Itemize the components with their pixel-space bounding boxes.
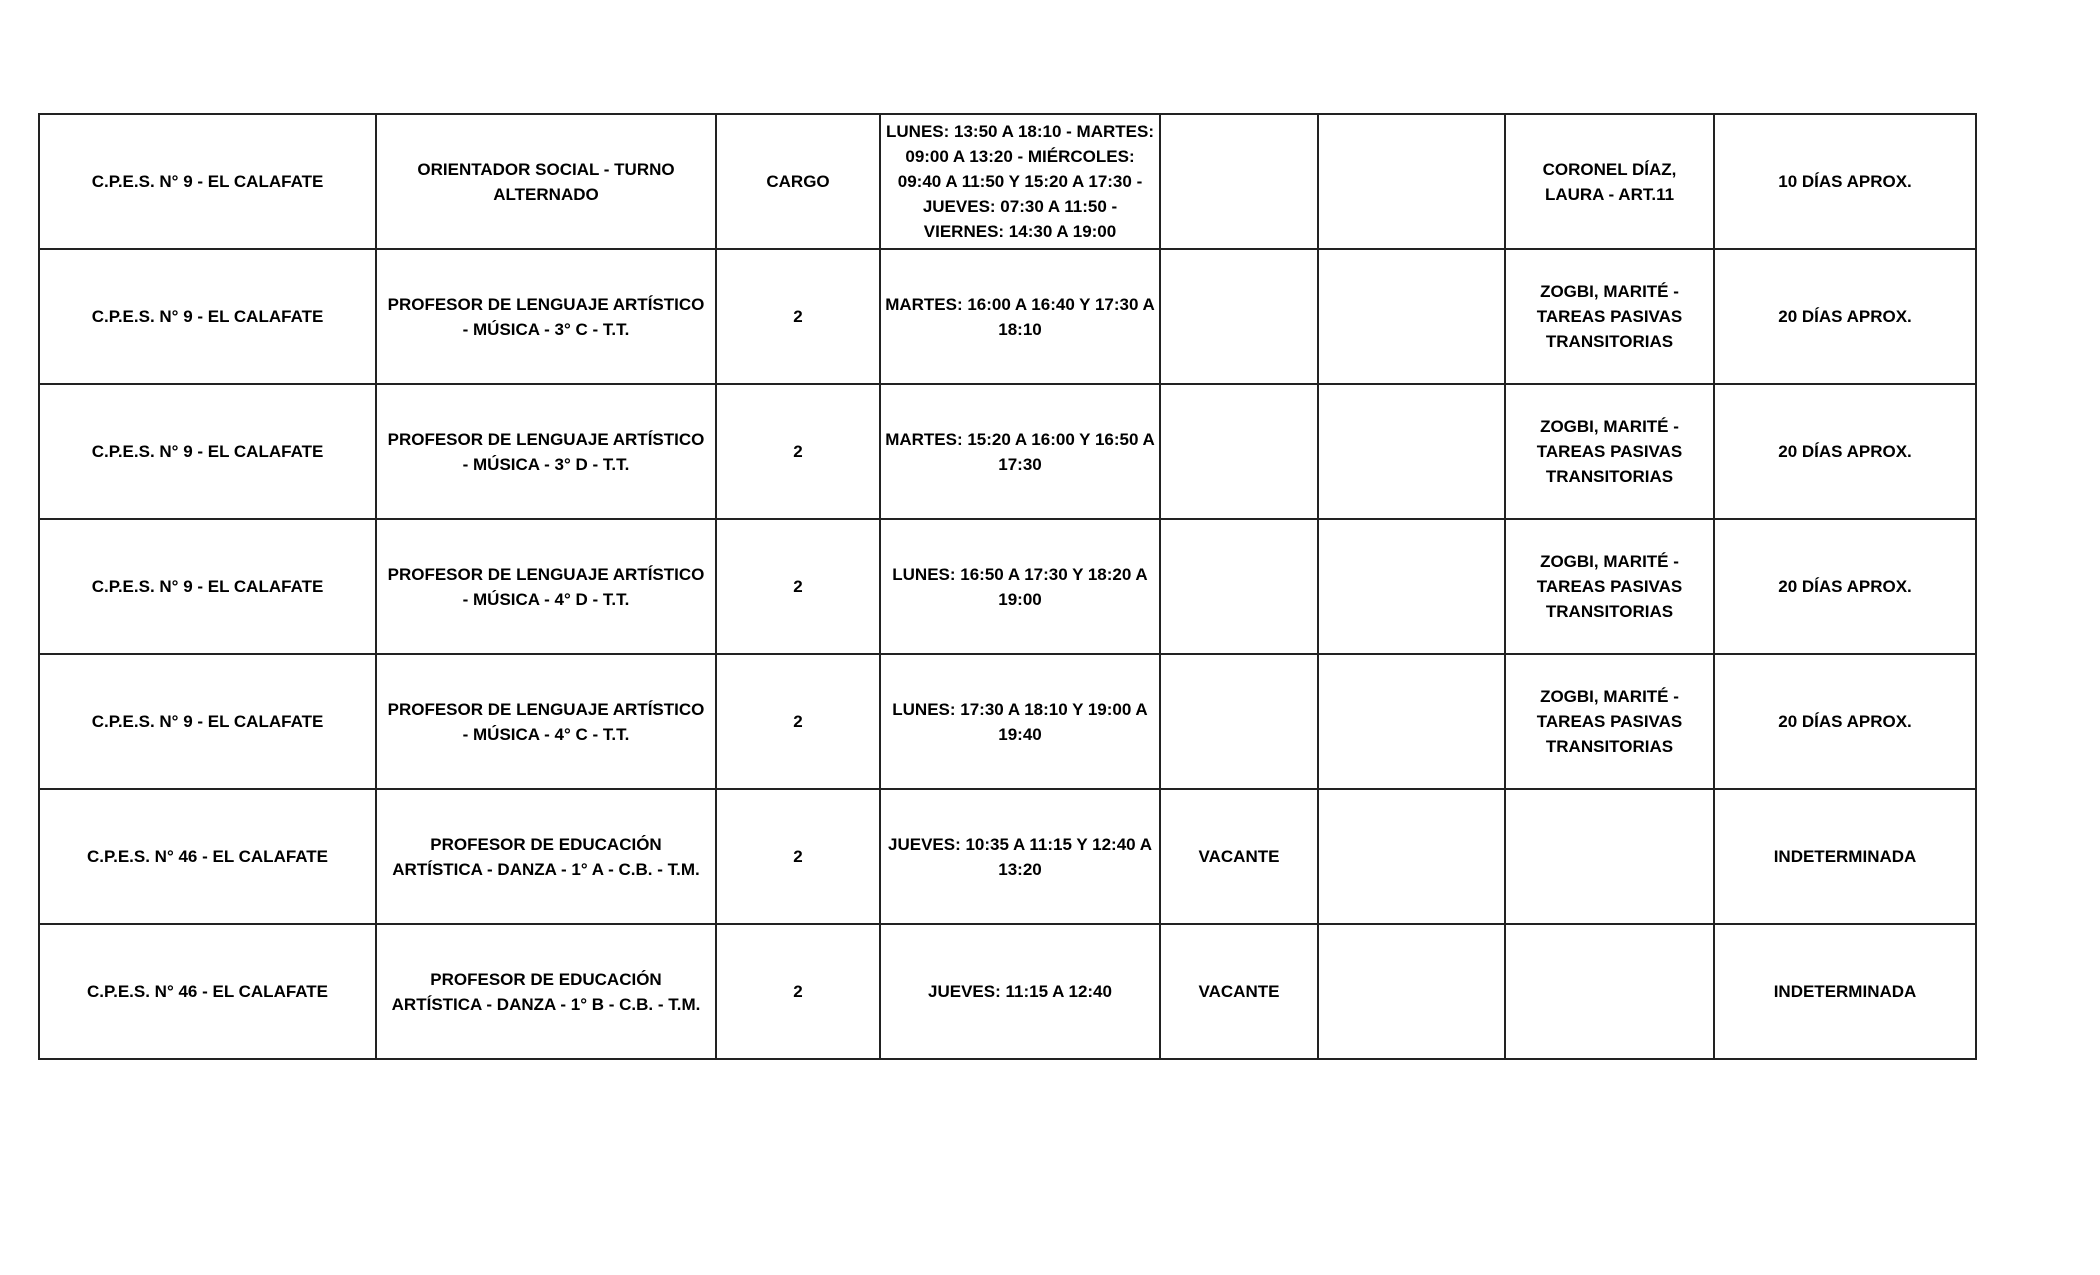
holder-cell: ZOGBI, MARITÉ - TAREAS PASIVAS TRANSITORIAS (1505, 654, 1714, 789)
school-cell: C.P.E.S. N° 46 - EL CALAFATE (39, 924, 376, 1059)
status-cell (1160, 114, 1318, 249)
status-cell (1160, 519, 1318, 654)
empty-cell (1318, 249, 1505, 384)
schedule-cell: LUNES: 13:50 A 18:10 - MARTES: 09:00 A 13:20 - MIÉRCOLES: 09:40 A 11:50 Y 15:20 A 17:30 - JUEVES: 07:30 A 11:50 - VIERNES: 14:30 A 19:00 (880, 114, 1160, 249)
schedule-cell: MARTES: 15:20 A 16:00 Y 16:50 A 17:30 (880, 384, 1160, 519)
holder-cell (1505, 924, 1714, 1059)
table-row (39, 789, 1976, 924)
holder-cell: ZOGBI, MARITÉ - TAREAS PASIVAS TRANSITORIAS (1505, 249, 1714, 384)
hours-cell: 2 (716, 789, 880, 924)
hours-cell: 2 (716, 249, 880, 384)
schedule-cell: JUEVES: 10:35 A 11:15 Y 12:40 A 13:20 (880, 789, 1160, 924)
table-row (39, 249, 1976, 384)
empty-cell (1318, 924, 1505, 1059)
table-row (39, 114, 1976, 249)
table-row (39, 384, 1976, 519)
status-cell (1160, 249, 1318, 384)
empty-cell (1318, 114, 1505, 249)
empty-cell (1318, 654, 1505, 789)
hours-cell: 2 (716, 519, 880, 654)
duration-cell: INDETERMINADA (1714, 924, 1976, 1059)
position-cell: PROFESOR DE LENGUAJE ARTÍSTICO - MÚSICA - 4° C - T.T. (376, 654, 716, 789)
position-cell: ORIENTADOR SOCIAL - TURNO ALTERNADO (376, 114, 716, 249)
duration-cell: INDETERMINADA (1714, 789, 1976, 924)
table-row (39, 924, 1976, 1059)
schedule-cell: MARTES: 16:00 A 16:40 Y 17:30 A 18:10 (880, 249, 1160, 384)
hours-cell: CARGO (716, 114, 880, 249)
school-cell: C.P.E.S. N° 46 - EL CALAFATE (39, 789, 376, 924)
empty-cell (1318, 789, 1505, 924)
position-cell: PROFESOR DE EDUCACIÓN ARTÍSTICA - DANZA - 1° A - C.B. - T.M. (376, 789, 716, 924)
hours-cell: 2 (716, 924, 880, 1059)
hours-cell: 2 (716, 654, 880, 789)
duration-cell: 10 DÍAS APROX. (1714, 114, 1976, 249)
duration-cell: 20 DÍAS APROX. (1714, 654, 1976, 789)
schedule-cell: LUNES: 17:30 A 18:10 Y 19:00 A 19:40 (880, 654, 1160, 789)
status-cell (1160, 654, 1318, 789)
school-cell: C.P.E.S. N° 9 - EL CALAFATE (39, 114, 376, 249)
position-cell: PROFESOR DE LENGUAJE ARTÍSTICO - MÚSICA - 4° D - T.T. (376, 519, 716, 654)
empty-cell (1318, 519, 1505, 654)
duration-cell: 20 DÍAS APROX. (1714, 519, 1976, 654)
holder-cell: ZOGBI, MARITÉ - TAREAS PASIVAS TRANSITORIAS (1505, 519, 1714, 654)
school-cell: C.P.E.S. N° 9 - EL CALAFATE (39, 384, 376, 519)
table-body (39, 114, 1976, 1059)
school-cell: C.P.E.S. N° 9 - EL CALAFATE (39, 249, 376, 384)
status-cell: VACANTE (1160, 924, 1318, 1059)
school-cell: C.P.E.S. N° 9 - EL CALAFATE (39, 519, 376, 654)
holder-cell (1505, 789, 1714, 924)
holder-cell: ZOGBI, MARITÉ - TAREAS PASIVAS TRANSITORIAS (1505, 384, 1714, 519)
position-cell: PROFESOR DE LENGUAJE ARTÍSTICO - MÚSICA - 3° D - T.T. (376, 384, 716, 519)
vacancies-table (38, 113, 1977, 1060)
position-cell: PROFESOR DE LENGUAJE ARTÍSTICO - MÚSICA - 3° C - T.T. (376, 249, 716, 384)
holder-cell: CORONEL DÍAZ, LAURA - ART.11 (1505, 114, 1714, 249)
duration-cell: 20 DÍAS APROX. (1714, 384, 1976, 519)
empty-cell (1318, 384, 1505, 519)
school-cell: C.P.E.S. N° 9 - EL CALAFATE (39, 654, 376, 789)
duration-cell: 20 DÍAS APROX. (1714, 249, 1976, 384)
table-row (39, 519, 1976, 654)
position-cell: PROFESOR DE EDUCACIÓN ARTÍSTICA - DANZA - 1° B - C.B. - T.M. (376, 924, 716, 1059)
schedule-cell: LUNES: 16:50 A 17:30 Y 18:20 A 19:00 (880, 519, 1160, 654)
table-row (39, 654, 1976, 789)
status-cell (1160, 384, 1318, 519)
hours-cell: 2 (716, 384, 880, 519)
status-cell: VACANTE (1160, 789, 1318, 924)
schedule-cell: JUEVES: 11:15 A 12:40 (880, 924, 1160, 1059)
